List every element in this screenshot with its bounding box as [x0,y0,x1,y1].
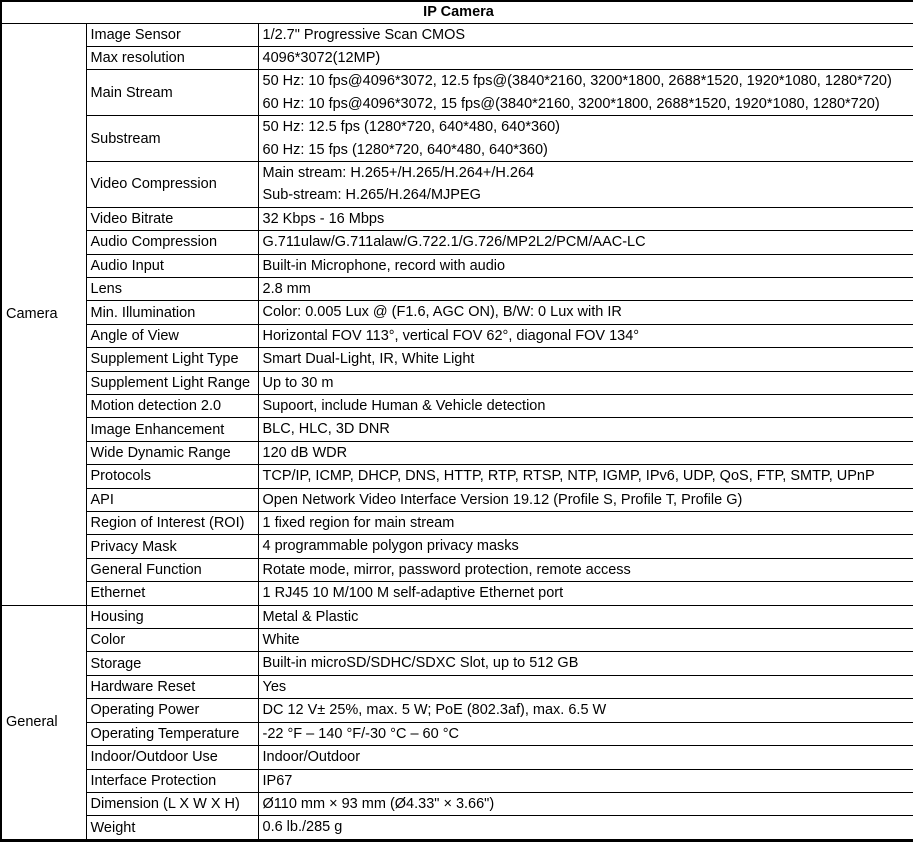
table-row [1,231,913,254]
spec-value [258,371,913,394]
spec-value [258,769,913,792]
spec-name: Color [86,629,258,652]
table-row [1,816,913,840]
group-label-general: General [1,605,86,840]
spec-value [258,46,913,69]
table-row [1,792,913,815]
table-row [1,746,913,769]
spec-value-line: 4096*3072(12MP) [262,49,381,66]
spec-name: Operating Temperature [86,722,258,745]
spec-name: Motion detection 2.0 [86,395,258,418]
spec-value-line: 50 Hz: 10 fps@4096*3072, 12.5 fps@(3840*2160, 3200*1800, 2688*1520, 1920*1080, 1280*720) [262,73,892,90]
spec-name: Ethernet [86,582,258,605]
group-label-camera: Camera [1,23,86,605]
spec-value-line: 1 RJ45 10 M/100 M self-adaptive Ethernet port [262,585,564,602]
table-row [1,23,913,46]
spec-name: Housing [86,605,258,628]
spec-name: Wide Dynamic Range [86,441,258,464]
spec-name: Angle of View [86,324,258,347]
spec-value [258,348,913,371]
spec-value [258,207,913,230]
table-row [1,277,913,300]
spec-name: Indoor/Outdoor Use [86,746,258,769]
table-row [1,629,913,652]
table-row [1,418,913,441]
spec-name: Region of Interest (ROI) [86,512,258,535]
spec-name: Protocols [86,465,258,488]
spec-name: Storage [86,652,258,675]
table-row [1,301,913,324]
spec-name: Audio Compression [86,231,258,254]
spec-value [258,116,913,162]
spec-value [258,605,913,628]
spec-value [258,746,913,769]
spec-value-line: 60 Hz: 10 fps@4096*3072, 15 fps@(3840*2160, 3200*1800, 2688*1520, 1920*1080, 1280*720) [262,95,880,112]
table-row [1,722,913,745]
table-row [1,465,913,488]
spec-value [258,277,913,300]
table-row [1,652,913,675]
spec-value-line: 50 Hz: 12.5 fps (1280*720, 640*480, 640*360) [262,119,560,136]
spec-value [258,792,913,815]
spec-value-line: Metal & Plastic [262,608,359,625]
table-row [1,558,913,581]
spec-value-line: 60 Hz: 15 fps (1280*720, 640*480, 640*360) [262,141,548,158]
spec-name: Video Bitrate [86,207,258,230]
spec-value-line: 120 dB WDR [262,444,348,461]
spec-value-line: IP67 [262,772,293,789]
table-row [1,769,913,792]
spec-name: Hardware Reset [86,675,258,698]
table-row [1,207,913,230]
spec-name: Min. Illumination [86,301,258,324]
table-row [1,582,913,605]
table-row [1,395,913,418]
spec-name: Substream [86,116,258,162]
spec-name: Operating Power [86,699,258,722]
spec-value [258,231,913,254]
spec-value-line: -22 °F – 140 °F/-30 °C – 60 °C [262,725,459,742]
spec-value [258,629,913,652]
spec-value-line: White [262,632,300,649]
spec-name: Dimension (L X W X H) [86,792,258,815]
spec-value-line: 2.8 mm [262,280,311,297]
spec-value-line: 1 fixed region for main stream [262,515,455,532]
table-row [1,116,913,162]
spec-value [258,535,913,558]
spec-value-line: Up to 30 m [262,374,334,391]
spec-value [258,512,913,535]
table-row [1,371,913,394]
spec-name: Video Compression [86,161,258,207]
spec-name: Main Stream [86,70,258,116]
spec-value-line: Yes [262,678,287,695]
table-row [1,348,913,371]
spec-value-line: 4 programmable polygon privacy masks [262,538,519,555]
spec-value [258,558,913,581]
spec-value [258,418,913,441]
spec-value [258,652,913,675]
spec-value [258,161,913,207]
spec-value-line: 32 Kbps - 16 Mbps [262,210,385,227]
spec-value-line: Sub-stream: H.265/H.264/MJPEG [262,187,481,204]
spec-value-line: Built-in Microphone, record with audio [262,257,506,274]
spec-value-line: TCP/IP, ICMP, DHCP, DNS, HTTP, RTP, RTSP, NTP, IGMP, IPv6, UDP, QoS, FTP, SMTP, UPnP [262,468,875,485]
spec-name: Interface Protection [86,769,258,792]
spec-name: Supplement Light Type [86,348,258,371]
spec-value-line: Ø110 mm × 93 mm (Ø4.33" × 3.66") [262,795,495,812]
spec-value-line: Supoort, include Human & Vehicle detection [262,398,546,414]
spec-value [258,488,913,511]
spec-value [258,301,913,324]
table-row [1,161,913,207]
table-row [1,46,913,69]
spec-value-line: BLC, HLC, 3D DNR [262,421,390,438]
table-row [1,699,913,722]
spec-value [258,582,913,605]
table-row [1,535,913,558]
spec-name: Lens [86,277,258,300]
table-row [1,488,913,511]
spec-name: Image Enhancement [86,418,258,441]
spec-name: Privacy Mask [86,535,258,558]
spec-name: Max resolution [86,46,258,69]
spec-value-line: Horizontal FOV 113°, vertical FOV 62°, diagonal FOV 134° [262,327,640,344]
spec-value-line: Indoor/Outdoor [262,749,361,766]
spec-value-line: Rotate mode, mirror, password protection, remote access [262,561,631,578]
spec-value [258,441,913,464]
spec-value [258,675,913,698]
spec-value [258,23,913,46]
spec-value [258,324,913,347]
table-row [1,70,913,116]
spec-name: Supplement Light Range [86,371,258,394]
spec-value [258,816,913,840]
spec-name: Audio Input [86,254,258,277]
spec-value [258,70,913,116]
spec-name: API [86,488,258,511]
table-row [1,675,913,698]
table-row [1,512,913,535]
spec-value-line: DC 12 V± 25%, max. 5 W; PoE (802.3af), max. 6.5 W [262,702,607,719]
spec-value-line: G.711ulaw/G.711alaw/G.722.1/G.726/MP2L2/PCM/AAC-LC [262,234,646,251]
table-title: IP Camera [1,1,913,23]
spec-value [258,722,913,745]
spec-value [258,699,913,722]
spec-value-line: Smart Dual-Light, IR, White Light [262,351,475,368]
table-header-row [1,1,913,23]
spec-value [258,254,913,277]
table-row [1,254,913,277]
table-row [1,324,913,347]
spec-value-line: Main stream: H.265+/H.265/H.264+/H.264 [262,164,535,181]
spec-value-line: 0.6 lb./285 g [262,819,343,836]
spec-value [258,395,913,418]
spec-value-line: Open Network Video Interface Version 19.12 (Profile S, Profile T, Profile G) [262,491,743,508]
spec-value-line: Color: 0.005 Lux @ (F1.6, AGC ON), B/W: 0 Lux with IR [262,304,622,321]
table-row [1,441,913,464]
spec-value [258,465,913,488]
spec-table-body [1,23,913,840]
spec-value-line: Built-in microSD/SDHC/SDXC Slot, up to 512 GB [262,655,579,672]
spec-value-line: 1/2.7" Progressive Scan CMOS [262,26,466,43]
table-row [1,605,913,628]
spec-name: Image Sensor [86,23,258,46]
spec-name: General Function [86,558,258,581]
spec-name: Weight [86,816,258,840]
